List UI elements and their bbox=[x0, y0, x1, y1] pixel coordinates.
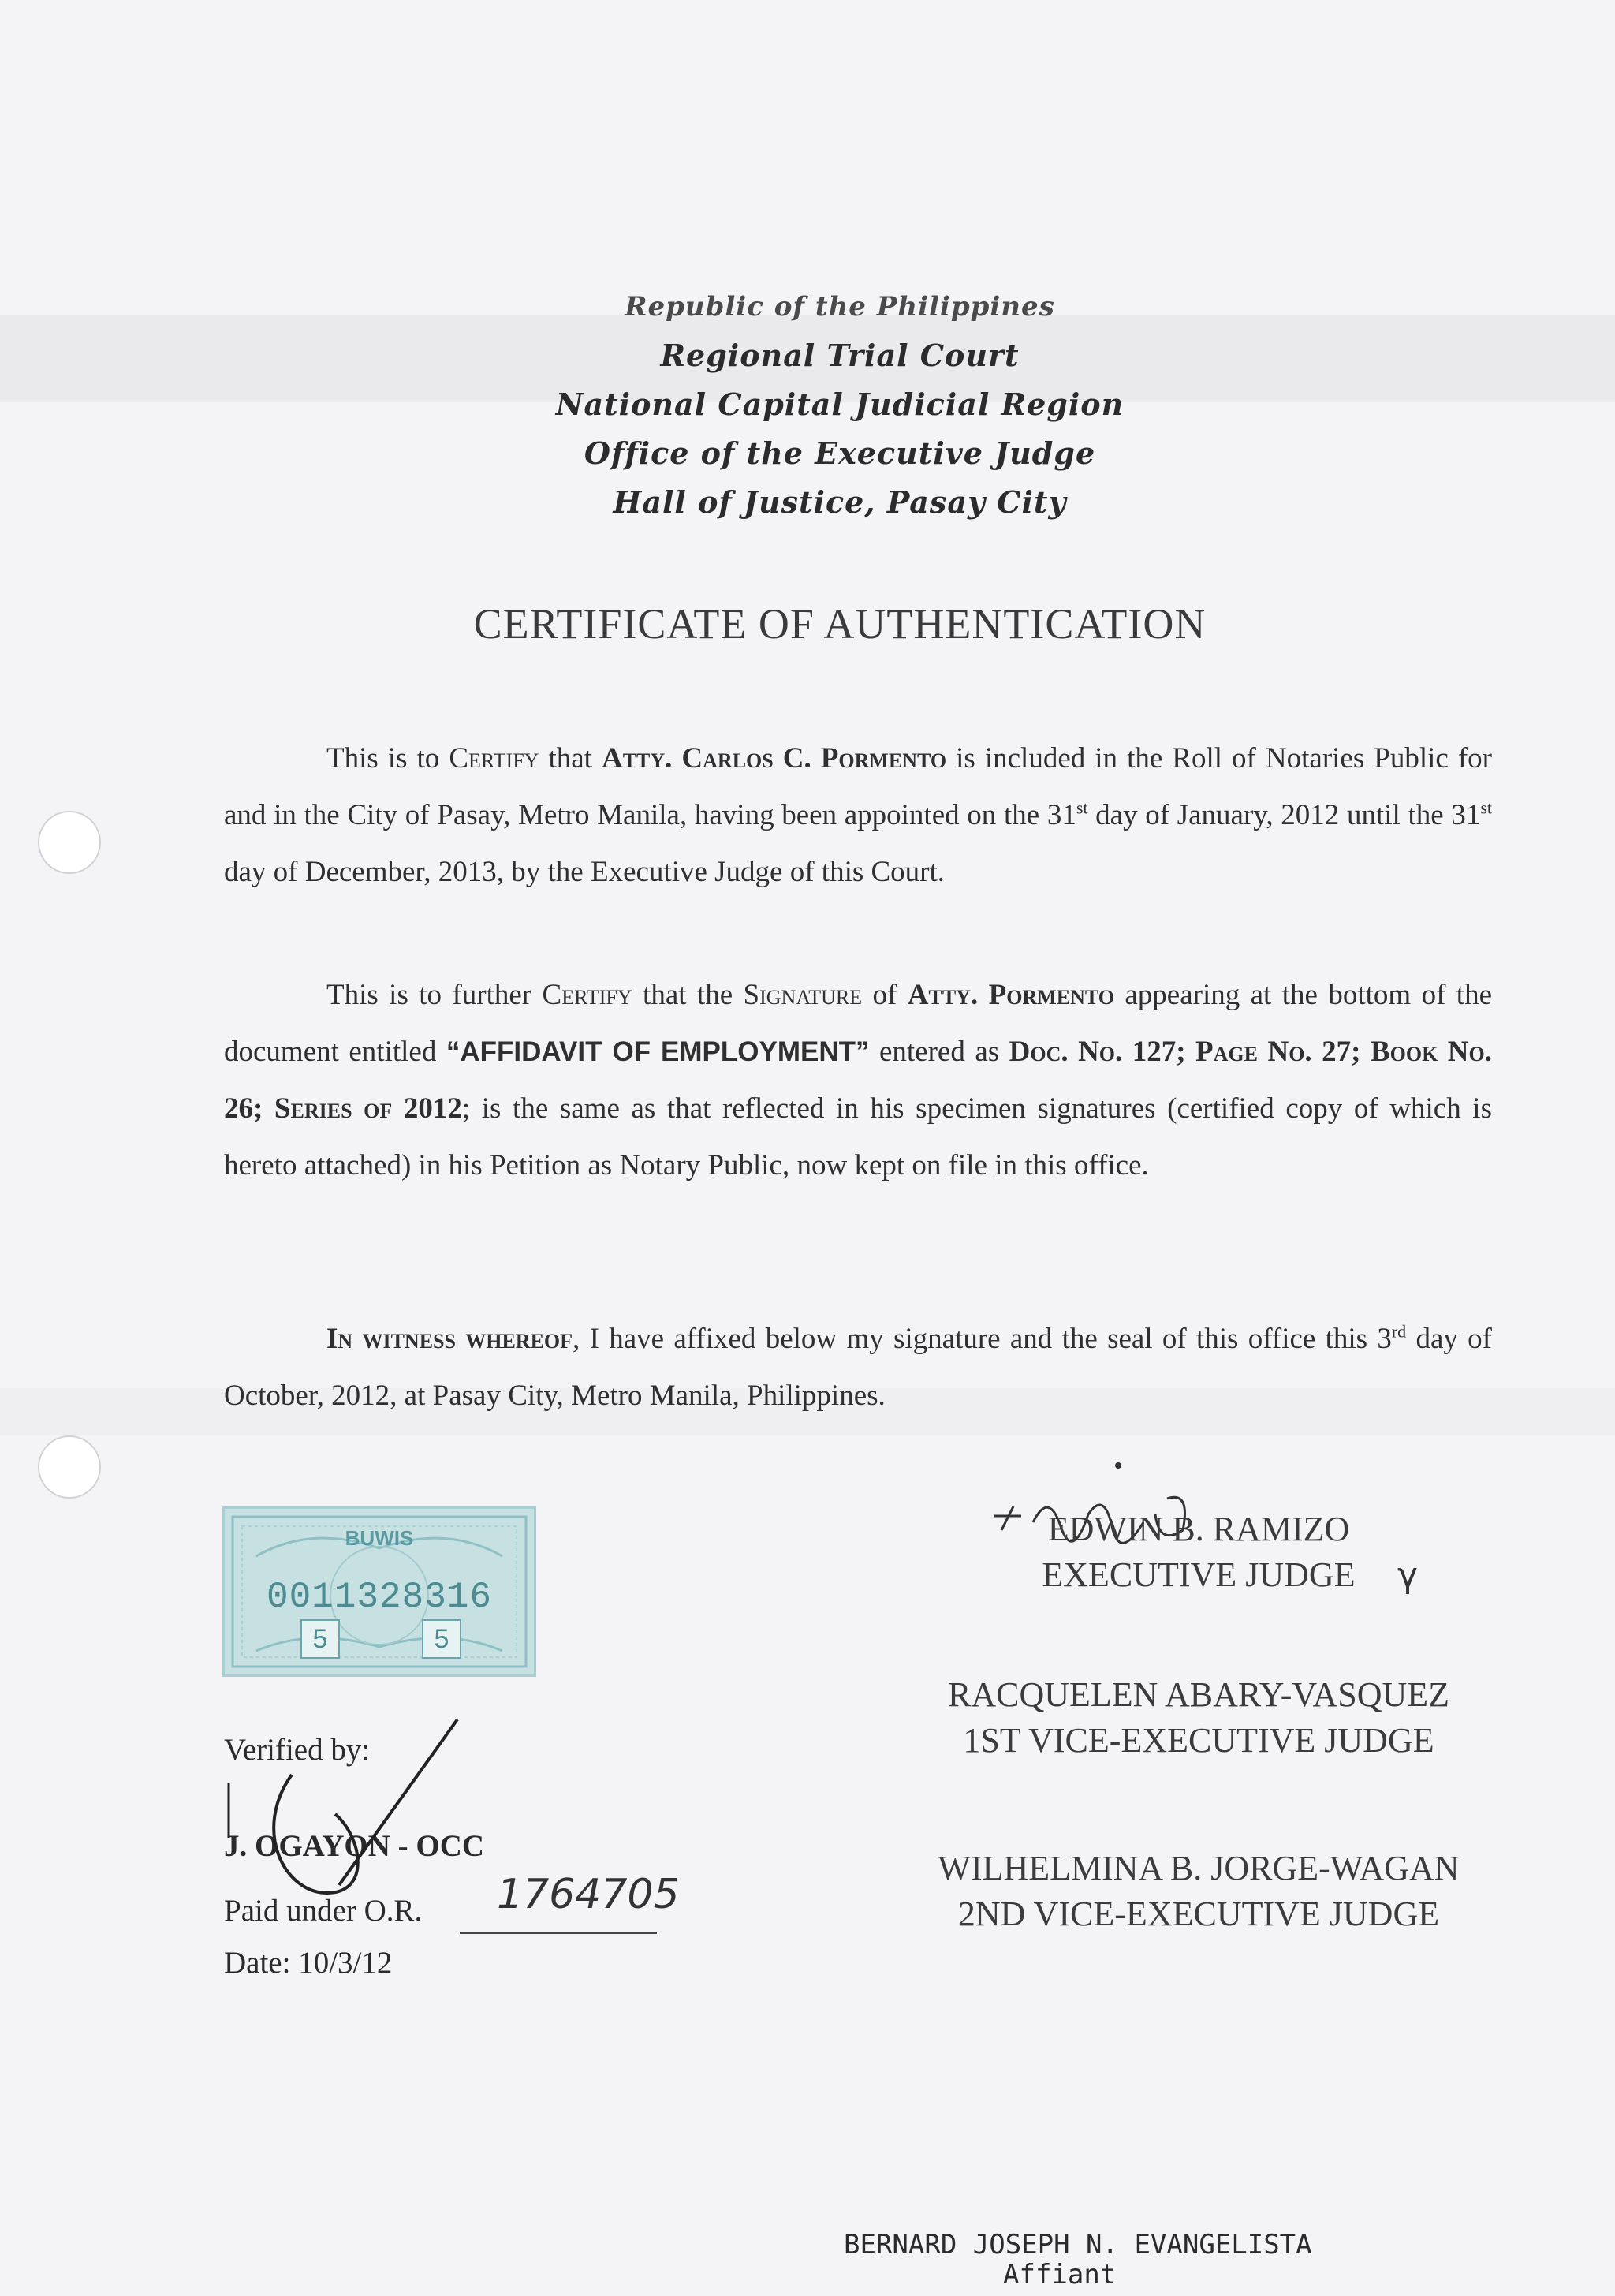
affiant-label: Affiant bbox=[1003, 2259, 1117, 2290]
p3-witness: In witness whereof bbox=[326, 1323, 573, 1355]
stamp-number: 0011328316 bbox=[266, 1577, 493, 1618]
p1-ordinal: st bbox=[1076, 797, 1088, 818]
p2-text: that the bbox=[632, 979, 744, 1011]
p2-signature: Signature bbox=[743, 979, 863, 1011]
header-office: Office of the Executive Judge bbox=[584, 435, 1096, 471]
p3-text: , I have affixed below my signature and the seal of this office this 3 bbox=[573, 1323, 1392, 1355]
paragraph-signature-certification bbox=[224, 967, 1492, 1194]
verifier-signature-mark bbox=[197, 1696, 465, 1948]
p1-certify: Certify bbox=[449, 742, 539, 775]
p2-document-name: “AFFIDAVIT OF EMPLOYMENT” bbox=[446, 1036, 870, 1067]
verification-date: Date: 10/3/12 bbox=[224, 1946, 393, 1980]
receipt-number: 1764705 bbox=[497, 1871, 680, 1918]
documentary-stamp bbox=[222, 1506, 536, 1677]
p1-text: that bbox=[539, 742, 602, 775]
signatory-name: RACQUELEN ABARY-VASQUEZ bbox=[947, 1675, 1450, 1714]
p2-document-reference: Doc. No. 127; Page No. 27; Book No. 26; Series of 2012 bbox=[224, 1036, 1492, 1125]
affiant-name: BERNARD JOSEPH N. EVANGELISTA bbox=[844, 2229, 1312, 2261]
signatory-second-vice-executive-judge bbox=[891, 1846, 1506, 1937]
paid-under-label: Paid under O.R. bbox=[224, 1894, 423, 1928]
paragraph-roll-of-notaries bbox=[224, 730, 1492, 901]
punch-hole bbox=[38, 1435, 101, 1499]
paragraph-witness bbox=[224, 1311, 1492, 1424]
stamp-value-left: 5 bbox=[300, 1619, 340, 1659]
p2-text: This is to further bbox=[326, 979, 543, 1011]
p2-certify: Certify bbox=[542, 979, 632, 1011]
verified-by-label: Verified by: bbox=[224, 1733, 371, 1767]
p1-text: This is to bbox=[326, 742, 449, 775]
punch-hole bbox=[38, 811, 101, 874]
handwritten-mark: γ bbox=[1397, 1555, 1419, 1596]
p1-ordinal: st bbox=[1480, 797, 1493, 818]
court-header bbox=[0, 282, 1615, 527]
signatory-title: EXECUTIVE JUDGE bbox=[1042, 1555, 1356, 1594]
document-title: CERTIFICATE OF AUTHENTICATION bbox=[473, 600, 1207, 648]
stamp-value-right: 5 bbox=[422, 1619, 461, 1659]
verifier-name: J. OGAYON - OCC bbox=[224, 1829, 485, 1863]
p2-attorney-name: Atty. Pormento bbox=[907, 979, 1114, 1011]
p1-text: day of December, 2013, by the Executive Judge of this Court. bbox=[224, 856, 946, 888]
header-court: Regional Trial Court bbox=[660, 338, 1020, 373]
p1-text: is included in the Roll of Notaries Public for and in the City of Pasay, Metro Manila, having been appointed on the 31 bbox=[224, 742, 1492, 831]
signatory-name: WILHELMINA B. JORGE-WAGAN bbox=[938, 1849, 1460, 1887]
signatory-title: 2ND VICE-EXECUTIVE JUDGE bbox=[957, 1895, 1440, 1933]
p2-text: appearing at the bottom of the document entitled bbox=[224, 979, 1493, 1068]
p2-text: of bbox=[862, 979, 908, 1011]
stamp-word: BUWIS bbox=[345, 1526, 414, 1550]
header-region: National Capital Judicial Region bbox=[555, 386, 1125, 422]
p1-attorney-name: Atty. Carlos C. Pormento bbox=[601, 742, 947, 775]
p3-ordinal: rd bbox=[1391, 1321, 1407, 1342]
header-hall: Hall of Justice, Pasay City bbox=[613, 484, 1067, 520]
p3-text: day of October, 2012, at Pasay City, Metro Manila, Philippines. bbox=[224, 1323, 1493, 1412]
receipt-underline bbox=[460, 1932, 657, 1934]
header-republic: Republic of the Philippines bbox=[625, 291, 1055, 323]
p2-text: entered as bbox=[869, 1036, 1009, 1068]
signatory-first-vice-executive-judge bbox=[891, 1672, 1506, 1764]
signatory-title: 1ST VICE-EXECUTIVE JUDGE bbox=[963, 1721, 1434, 1760]
signatory-name: EDWIN B. RAMIZO bbox=[1047, 1510, 1350, 1548]
p1-text: day of January, 2012 until the 31 bbox=[1087, 799, 1481, 831]
p2-text: ; is the same as that reflected in his specimen signatures (certified copy of which is hereto attached) in his Petition as Notary Public, now kept on file in this office. bbox=[224, 1092, 1492, 1182]
